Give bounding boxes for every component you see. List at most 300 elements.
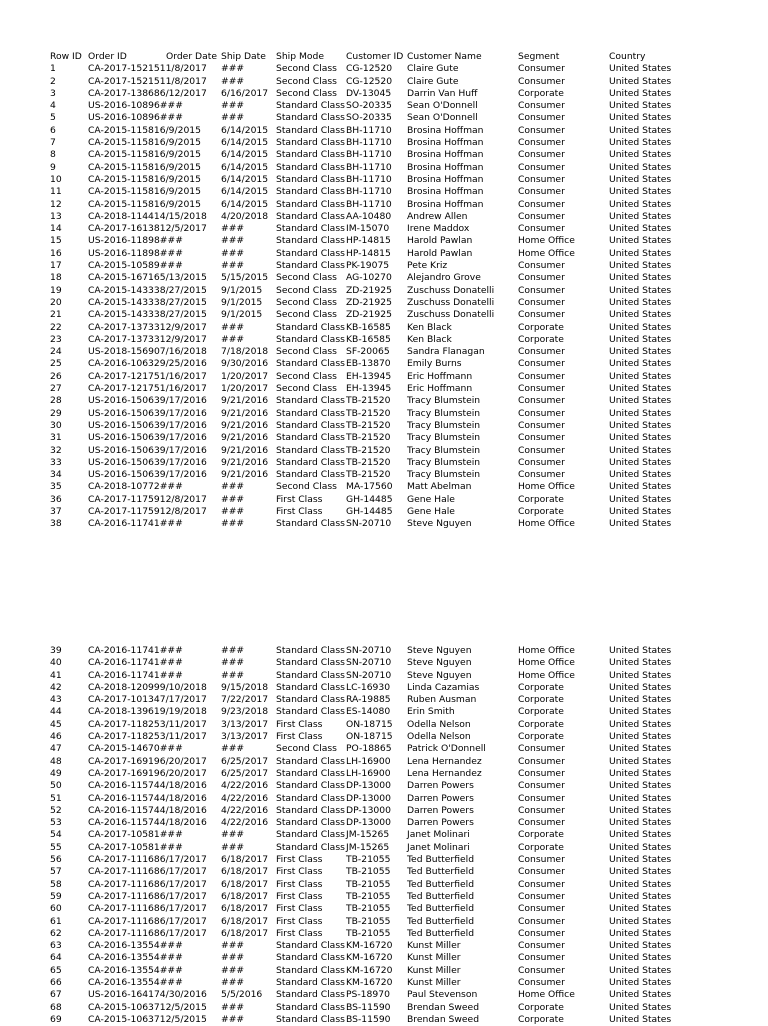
cell-ship-mode: Standard Class: [276, 817, 345, 829]
cell-order-id: US-2016-150639/17/2016: [88, 444, 207, 456]
cell-ship-mode: Standard Class: [276, 456, 345, 468]
cell-segment: Consumer: [518, 927, 565, 939]
cell-segment: Corporate: [518, 333, 564, 345]
cell-customer-id: BH-11710: [346, 186, 392, 198]
cell-segment: Corporate: [518, 731, 564, 743]
table-row: [0, 694, 768, 706]
cell-row-id: 22: [50, 321, 62, 333]
table-row: [0, 989, 768, 1001]
header-order-date: Order Date: [166, 51, 217, 62]
cell-ship-date: ###: [221, 247, 245, 259]
table-row: [0, 346, 768, 358]
cell-customer-id: KM-16720: [346, 977, 393, 989]
cell-customer-id: TB-21055: [346, 890, 391, 902]
cell-ship-date: ###: [221, 100, 245, 112]
table-row: [0, 854, 768, 866]
cell-customer-name: Sean O'Donnell: [407, 100, 478, 112]
cell-ship-date: 6/16/2017: [221, 87, 269, 99]
cell-order-id: CA-2017-121751/16/2017: [88, 383, 207, 395]
cell-order-id: CA-2017-111686/17/2017: [88, 927, 207, 939]
cell-segment: Home Office: [518, 481, 575, 493]
cell-row-id: 26: [50, 370, 62, 382]
cell-order-id: US-2018-156907/16/2018: [88, 346, 207, 358]
cell-country: United States: [609, 223, 672, 235]
cell-row-id: 31: [50, 432, 62, 444]
cell-ship-date: 6/14/2015: [221, 173, 269, 185]
table-row: [0, 793, 768, 805]
cell-customer-id: SF-20065: [346, 346, 390, 358]
cell-customer-name: Kunst Miller: [407, 940, 461, 952]
table-row: [0, 186, 768, 198]
cell-customer-name: Sean O'Donnell: [407, 112, 478, 124]
cell-customer-name: Claire Gute: [407, 75, 459, 87]
cell-ship-mode: Standard Class: [276, 767, 345, 779]
cell-country: United States: [609, 481, 672, 493]
cell-ship-mode: Standard Class: [276, 112, 345, 124]
cell-segment: Consumer: [518, 210, 565, 222]
cell-segment: Consumer: [518, 137, 565, 149]
cell-customer-name: Ken Black: [407, 333, 452, 345]
cell-country: United States: [609, 505, 672, 517]
cell-order-id: CA-2017-10581###: [88, 841, 183, 853]
cell-country: United States: [609, 681, 672, 693]
cell-row-id: 18: [50, 272, 62, 284]
cell-customer-id: TB-21055: [346, 903, 391, 915]
cell-ship-mode: Standard Class: [276, 940, 345, 952]
cell-country: United States: [609, 866, 672, 878]
table-row: [0, 248, 768, 260]
cell-customer-name: Darrin Van Huff: [407, 87, 478, 99]
cell-country: United States: [609, 333, 672, 345]
cell-ship-mode: First Class: [276, 718, 323, 730]
cell-order-id: CA-2017-111686/17/2017: [88, 854, 207, 866]
cell-ship-mode: Standard Class: [276, 444, 345, 456]
cell-row-id: 47: [50, 743, 62, 755]
cell-ship-date: ###: [221, 260, 245, 272]
cell-order-id: US-2016-150639/17/2016: [88, 419, 207, 431]
cell-ship-date: ###: [221, 493, 245, 505]
cell-customer-id: BH-11710: [346, 149, 392, 161]
cell-segment: Consumer: [518, 878, 565, 890]
cell-customer-name: Ted Butterfield: [407, 878, 475, 890]
cell-customer-id: MA-17560: [346, 481, 393, 493]
cell-country: United States: [609, 755, 672, 767]
cell-row-id: 3: [50, 87, 56, 99]
cell-order-id: CA-2016-115744/18/2016: [88, 780, 207, 792]
cell-country: United States: [609, 731, 672, 743]
cell-order-id: CA-2016-13554###: [88, 964, 183, 976]
table-row: [0, 965, 768, 977]
table-row: [0, 76, 768, 88]
cell-customer-id: BH-11710: [346, 173, 392, 185]
cell-order-id: CA-2017-169196/20/2017: [88, 755, 207, 767]
cell-country: United States: [609, 198, 672, 210]
cell-ship-mode: Second Class: [276, 743, 337, 755]
cell-segment: Consumer: [518, 977, 565, 989]
cell-order-id: CA-2017-111686/17/2017: [88, 890, 207, 902]
cell-row-id: 69: [50, 1013, 62, 1025]
cell-row-id: 39: [50, 645, 62, 656]
cell-country: United States: [609, 767, 672, 779]
cell-customer-name: Darren Powers: [407, 817, 474, 829]
cell-ship-mode: Standard Class: [276, 829, 345, 841]
cell-country: United States: [609, 247, 672, 259]
cell-ship-mode: Standard Class: [276, 137, 345, 149]
cell-country: United States: [609, 309, 672, 321]
cell-ship-date: ###: [221, 964, 245, 976]
cell-segment: Home Office: [518, 645, 575, 656]
cell-row-id: 66: [50, 977, 62, 989]
cell-segment: Consumer: [518, 755, 565, 767]
cell-customer-id: TB-21520: [346, 456, 391, 468]
cell-segment: Home Office: [518, 235, 575, 247]
cell-row-id: 12: [50, 198, 62, 210]
table-row: [0, 928, 768, 940]
cell-country: United States: [609, 149, 672, 161]
cell-ship-date: 6/18/2017: [221, 878, 269, 890]
cell-customer-name: Kunst Miller: [407, 952, 461, 964]
cell-segment: Consumer: [518, 444, 565, 456]
cell-country: United States: [609, 841, 672, 853]
cell-ship-date: 4/20/2018: [221, 210, 269, 222]
cell-country: United States: [609, 173, 672, 185]
cell-ship-date: ###: [221, 952, 245, 964]
table-row: [0, 149, 768, 161]
cell-country: United States: [609, 296, 672, 308]
cell-row-id: 61: [50, 915, 62, 927]
cell-segment: Corporate: [518, 718, 564, 730]
cell-customer-name: Steve Nguyen: [407, 669, 472, 681]
cell-country: United States: [609, 87, 672, 99]
cell-ship-mode: Standard Class: [276, 432, 345, 444]
table-row: [0, 137, 768, 149]
cell-ship-mode: Standard Class: [276, 518, 345, 530]
cell-ship-date: 6/25/2017: [221, 755, 269, 767]
cell-row-id: 35: [50, 481, 62, 493]
table-row: [0, 309, 768, 321]
table-row: [0, 780, 768, 792]
cell-ship-mode: Standard Class: [276, 706, 345, 718]
cell-row-id: 14: [50, 223, 62, 235]
cell-segment: Consumer: [518, 149, 565, 161]
cell-ship-mode: Second Class: [276, 75, 337, 87]
table-row: [0, 235, 768, 247]
table-row: [0, 297, 768, 309]
cell-ship-date: ###: [221, 112, 245, 124]
cell-ship-date: 4/22/2016: [221, 780, 269, 792]
table-row: [0, 322, 768, 334]
header-customer-name: Customer Name: [407, 51, 482, 62]
cell-ship-mode: Standard Class: [276, 210, 345, 222]
cell-row-id: 54: [50, 829, 62, 841]
cell-country: United States: [609, 878, 672, 890]
cell-customer-id: ON-18715: [346, 718, 393, 730]
cell-ship-mode: Standard Class: [276, 395, 345, 407]
cell-segment: Corporate: [518, 505, 564, 517]
cell-country: United States: [609, 210, 672, 222]
cell-row-id: 20: [50, 296, 62, 308]
cell-ship-date: 9/21/2016: [221, 444, 269, 456]
table-row: [0, 199, 768, 211]
cell-customer-name: Brendan Sweed: [407, 1001, 480, 1013]
table-row: [0, 383, 768, 395]
cell-country: United States: [609, 645, 672, 656]
cell-order-id: CA-2018-114414/15/2018: [88, 210, 207, 222]
cell-customer-id: PS-18970: [346, 989, 390, 1001]
cell-segment: Home Office: [518, 669, 575, 681]
cell-segment: Consumer: [518, 63, 565, 75]
cell-customer-id: BH-11710: [346, 124, 392, 136]
cell-segment: Consumer: [518, 370, 565, 382]
table-row: [0, 645, 768, 657]
cell-segment: Consumer: [518, 260, 565, 272]
cell-segment: Corporate: [518, 1013, 564, 1025]
cell-segment: Consumer: [518, 161, 565, 173]
cell-segment: Corporate: [518, 1001, 564, 1013]
cell-customer-name: Kunst Miller: [407, 964, 461, 976]
cell-ship-date: ###: [221, 223, 245, 235]
cell-country: United States: [609, 964, 672, 976]
cell-customer-name: Paul Stevenson: [407, 989, 478, 1001]
cell-segment: Corporate: [518, 87, 564, 99]
cell-country: United States: [609, 63, 672, 75]
cell-ship-date: ###: [221, 645, 245, 656]
cell-row-id: 63: [50, 940, 62, 952]
cell-ship-mode: Standard Class: [276, 989, 345, 1001]
cell-customer-name: Odella Nelson: [407, 731, 471, 743]
cell-ship-mode: Standard Class: [276, 321, 345, 333]
cell-customer-id: KB-16585: [346, 333, 391, 345]
cell-segment: Consumer: [518, 173, 565, 185]
cell-ship-mode: Standard Class: [276, 407, 345, 419]
cell-order-id: US-2016-150639/17/2016: [88, 456, 207, 468]
cell-customer-name: Zuschuss Donatelli: [407, 309, 495, 321]
cell-ship-mode: First Class: [276, 505, 323, 517]
table-row: [0, 420, 768, 432]
cell-row-id: 56: [50, 854, 62, 866]
cell-order-id: US-2016-150639/17/2016: [88, 469, 207, 481]
cell-order-id: CA-2016-115744/18/2016: [88, 792, 207, 804]
cell-country: United States: [609, 75, 672, 87]
cell-customer-id: LH-16900: [346, 767, 391, 779]
cell-ship-date: 9/21/2016: [221, 407, 269, 419]
cell-customer-name: Tracy Blumstein: [407, 432, 481, 444]
cell-segment: Consumer: [518, 456, 565, 468]
cell-customer-id: KB-16585: [346, 321, 391, 333]
cell-customer-id: HP-14815: [346, 247, 391, 259]
cell-country: United States: [609, 952, 672, 964]
table-row: [0, 100, 768, 112]
cell-customer-id: HP-14815: [346, 235, 391, 247]
cell-ship-date: ###: [221, 321, 245, 333]
cell-customer-name: Brosina Hoffman: [407, 198, 484, 210]
table-row: [0, 743, 768, 755]
cell-segment: Consumer: [518, 915, 565, 927]
cell-ship-date: 3/13/2017: [221, 718, 269, 730]
cell-order-id: CA-2017-118253/11/2017: [88, 731, 207, 743]
table-row: [0, 756, 768, 768]
cell-segment: Consumer: [518, 383, 565, 395]
cell-customer-id: KM-16720: [346, 964, 393, 976]
cell-customer-id: AA-10480: [346, 210, 392, 222]
header-row-id: Row ID: [50, 51, 82, 62]
table-row: [0, 334, 768, 346]
cell-ship-mode: Standard Class: [276, 235, 345, 247]
cell-customer-id: TB-21520: [346, 419, 391, 431]
cell-row-id: 6: [50, 124, 56, 136]
cell-row-id: 51: [50, 792, 62, 804]
cell-ship-mode: Standard Class: [276, 247, 345, 259]
table-row: [0, 817, 768, 829]
cell-segment: Consumer: [518, 432, 565, 444]
cell-order-id: US-2016-150639/17/2016: [88, 395, 207, 407]
table-row: [0, 682, 768, 694]
cell-customer-name: Brendan Sweed: [407, 1013, 480, 1025]
cell-ship-date: 9/21/2016: [221, 432, 269, 444]
cell-segment: Consumer: [518, 223, 565, 235]
table-row: [0, 866, 768, 878]
cell-country: United States: [609, 124, 672, 136]
cell-customer-id: JM-15265: [346, 841, 390, 853]
header-ship-mode: Ship Mode: [276, 51, 324, 62]
cell-row-id: 32: [50, 444, 62, 456]
cell-ship-date: 6/25/2017: [221, 767, 269, 779]
table-row: [0, 211, 768, 223]
cell-ship-date: ###: [221, 505, 245, 517]
cell-order-id: CA-2015-115816/9/2015: [88, 161, 201, 173]
cell-segment: Consumer: [518, 792, 565, 804]
cell-row-id: 23: [50, 333, 62, 345]
cell-customer-id: SN-20710: [346, 657, 392, 669]
cell-ship-date: 7/22/2017: [221, 694, 269, 706]
cell-order-id: CA-2016-115744/18/2016: [88, 817, 207, 829]
cell-ship-mode: Standard Class: [276, 964, 345, 976]
table-row: [0, 518, 768, 530]
cell-row-id: 50: [50, 780, 62, 792]
cell-order-id: CA-2015-1063712/5/2015: [88, 1001, 207, 1013]
cell-country: United States: [609, 792, 672, 804]
cell-row-id: 5: [50, 112, 56, 124]
header-segment: Segment: [518, 51, 560, 62]
cell-segment: Consumer: [518, 272, 565, 284]
cell-customer-id: GH-14485: [346, 493, 393, 505]
cell-customer-name: Alejandro Grove: [407, 272, 481, 284]
cell-customer-name: Odella Nelson: [407, 718, 471, 730]
cell-segment: Home Office: [518, 518, 575, 530]
cell-customer-id: ZD-21925: [346, 284, 392, 296]
table-row: [0, 952, 768, 964]
cell-customer-name: Kunst Miller: [407, 977, 461, 989]
cell-order-id: CA-2017-138686/12/2017: [88, 87, 207, 99]
table-row: [0, 395, 768, 407]
cell-customer-id: SN-20710: [346, 518, 392, 530]
cell-row-id: 62: [50, 927, 62, 939]
cell-customer-name: Eric Hoffmann: [407, 370, 473, 382]
rows-page-1: [0, 63, 768, 530]
cell-customer-name: Irene Maddox: [407, 223, 470, 235]
cell-customer-id: TB-21055: [346, 866, 391, 878]
cell-order-id: CA-2018-139619/19/2018: [88, 706, 207, 718]
cell-order-id: CA-2015-143338/27/2015: [88, 309, 207, 321]
cell-row-id: 11: [50, 186, 62, 198]
table-row: [0, 408, 768, 420]
cell-ship-mode: Standard Class: [276, 333, 345, 345]
cell-ship-mode: Standard Class: [276, 792, 345, 804]
cell-row-id: 8: [50, 149, 56, 161]
cell-order-id: CA-2016-13554###: [88, 977, 183, 989]
cell-ship-date: 3/13/2017: [221, 731, 269, 743]
cell-row-id: 46: [50, 731, 62, 743]
cell-customer-id: ON-18715: [346, 731, 393, 743]
cell-row-id: 64: [50, 952, 62, 964]
cell-order-id: CA-2017-111686/17/2017: [88, 903, 207, 915]
cell-order-id: CA-2016-13554###: [88, 952, 183, 964]
cell-ship-mode: Standard Class: [276, 419, 345, 431]
cell-row-id: 25: [50, 358, 62, 370]
cell-customer-id: DP-13000: [346, 817, 391, 829]
cell-order-id: CA-2016-11741###: [88, 657, 183, 669]
cell-ship-date: 6/18/2017: [221, 866, 269, 878]
cell-ship-date: 9/1/2015: [221, 284, 263, 296]
cell-ship-mode: Standard Class: [276, 952, 345, 964]
cell-customer-id: TB-21520: [346, 407, 391, 419]
table-row: [0, 506, 768, 518]
cell-row-id: 67: [50, 989, 62, 1001]
table-row: [0, 940, 768, 952]
cell-ship-mode: First Class: [276, 927, 323, 939]
cell-country: United States: [609, 940, 672, 952]
cell-customer-name: Janet Molinari: [407, 829, 470, 841]
cell-ship-date: 4/22/2016: [221, 792, 269, 804]
cell-order-id: CA-2015-115816/9/2015: [88, 124, 201, 136]
cell-ship-mode: Standard Class: [276, 149, 345, 161]
cell-ship-mode: Standard Class: [276, 260, 345, 272]
cell-order-id: CA-2015-115816/9/2015: [88, 149, 201, 161]
table-row: [0, 657, 768, 669]
table-row: [0, 371, 768, 383]
cell-customer-id: EH-13945: [346, 370, 392, 382]
table-row: [0, 977, 768, 989]
cell-row-id: 53: [50, 817, 62, 829]
cell-order-id: US-2016-150639/17/2016: [88, 432, 207, 444]
cell-ship-date: 6/14/2015: [221, 161, 269, 173]
cell-order-id: CA-2017-101347/17/2017: [88, 694, 207, 706]
table-row: [0, 829, 768, 841]
cell-segment: Consumer: [518, 940, 565, 952]
cell-customer-name: Zuschuss Donatelli: [407, 284, 495, 296]
cell-customer-name: Steve Nguyen: [407, 518, 472, 530]
cell-country: United States: [609, 903, 672, 915]
cell-customer-name: Darren Powers: [407, 792, 474, 804]
cell-customer-name: Lena Hernandez: [407, 767, 482, 779]
cell-country: United States: [609, 100, 672, 112]
cell-order-id: CA-2017-169196/20/2017: [88, 767, 207, 779]
cell-customer-id: ES-14080: [346, 706, 391, 718]
cell-country: United States: [609, 395, 672, 407]
cell-segment: Consumer: [518, 112, 565, 124]
cell-order-id: US-2016-164174/30/2016: [88, 989, 207, 1001]
cell-country: United States: [609, 137, 672, 149]
cell-ship-mode: Standard Class: [276, 977, 345, 989]
cell-country: United States: [609, 817, 672, 829]
cell-customer-id: JM-15265: [346, 829, 390, 841]
cell-customer-id: LH-16900: [346, 755, 391, 767]
cell-customer-id: KM-16720: [346, 952, 393, 964]
table-row: [0, 445, 768, 457]
cell-ship-mode: Standard Class: [276, 841, 345, 853]
cell-segment: Consumer: [518, 854, 565, 866]
cell-ship-date: 6/14/2015: [221, 149, 269, 161]
